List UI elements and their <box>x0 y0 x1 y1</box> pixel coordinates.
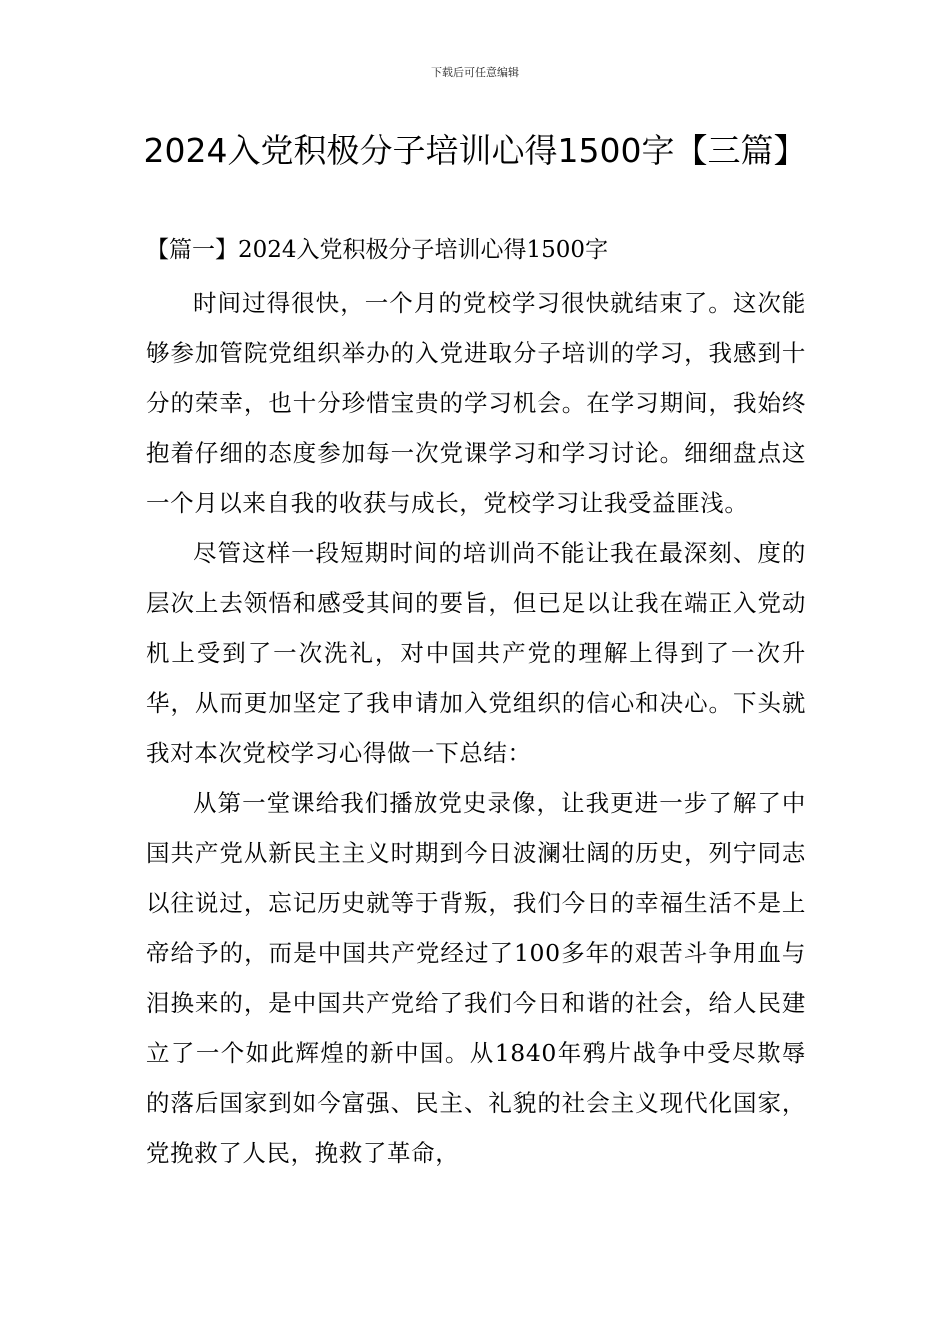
section-heading: 【篇一】2024入党积极分子培训心得1500字 <box>146 237 609 263</box>
paragraph: 从第一堂课给我们播放党史录像，让我更进一步了解了中国共产党从新民主主义时期到今日波澜壮阔的历史，列宁同志以往说过，忘记历史就等于背叛，我们今日的幸福生活不是上帝给予的，而是中国共产党经过了100多年的艰苦斗争用血与泪换来的，是中国共产党给了我们今日和谐的社会，给人民建立了一个如此辉煌的新中国。从1840年鸦片战争中受尽欺辱的落后国家到如今富强、民主、礼貌的社会主义现代化国家，党挽救了人民，挽救了革命， <box>146 789 806 1167</box>
paragraph: 时间过得很快，一个月的党校学习很快就结束了。这次能够参加管院党组织举办的入党进取分子培训的学习，我感到十分的荣幸，也十分珍惜宝贵的学习机会。在学习期间，我始终抱着仔细的态度参加每一次党课学习和学习讨论。细细盘点这一个月以来自我的收获与成长，党校学习让我受益匪浅。 <box>146 289 806 517</box>
paragraph: 尽管这样一段短期时间的培训尚不能让我在最深刻、度的层次上去领悟和感受其间的要旨，但已足以让我在端正入党动机上受到了一次洗礼，对中国共产党的理解上得到了一次升华，从而更加坚定了我申请加入党组织的信心和决心。下头就我对本次党校学习心得做一下总结： <box>146 539 806 767</box>
document-title: 2024入党积极分子培训心得1500字【三篇】 <box>143 131 807 170</box>
header-note: 下载后可任意编辑 <box>431 66 519 79</box>
document-body <box>146 278 806 1178</box>
